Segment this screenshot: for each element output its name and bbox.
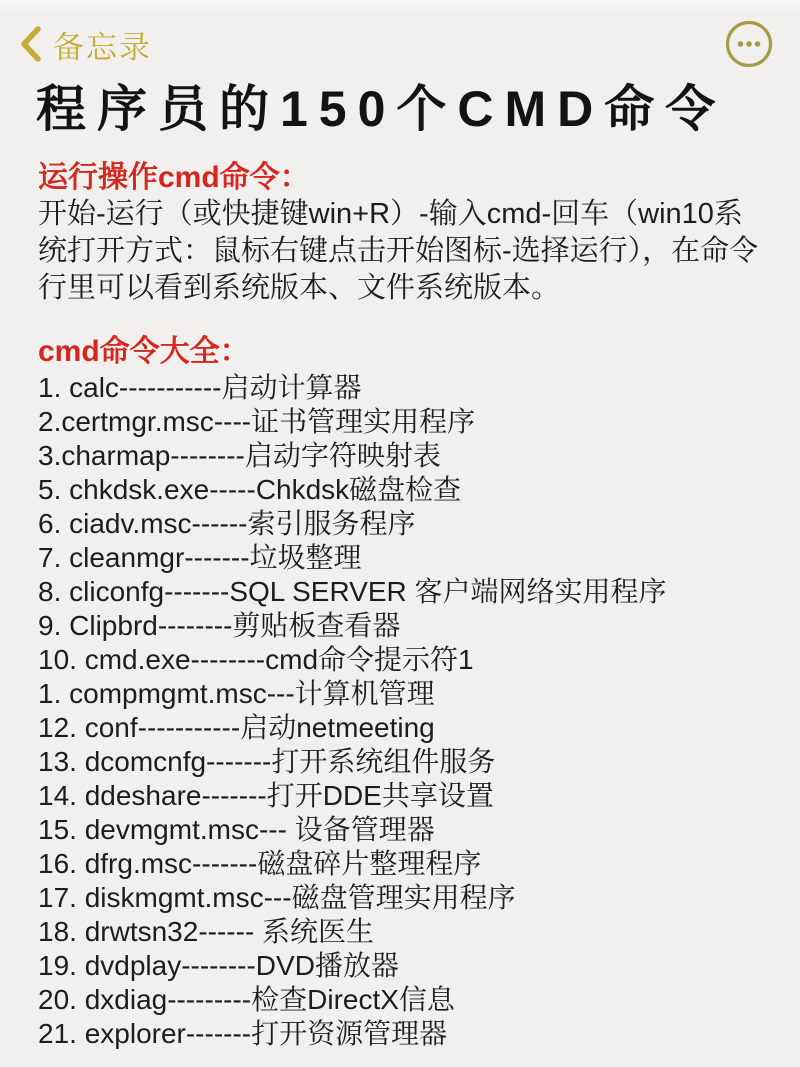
list-item: 21. explorer-------打开资源管理器 <box>38 1017 448 1049</box>
list-item: 15. devmgmt.msc--- 设备管理器 <box>38 813 435 845</box>
cmd-section-heading: cmd命令大全： <box>38 335 250 368</box>
list-item: 20. dxdiag---------检查DirectX信息 <box>38 983 455 1015</box>
list-item: 9. Clipbrd--------剪贴板查看器 <box>38 609 401 641</box>
nav-bar <box>0 0 800 68</box>
list-item: 16. dfrg.msc-------磁盘碎片整理程序 <box>38 847 482 879</box>
run-instructions-text: 开始-运行（或快捷键win+R）-输入cmd-回车（win10系统打开方式：鼠标右键点击开始图标-选择运行），在命令行里可以看到系统版本、文件系统版本。 <box>38 198 759 304</box>
list-item: 10. cmd.exe--------cmd命令提示符1 <box>38 643 474 675</box>
list-item: 12. conf-----------启动netmeeting <box>38 711 435 743</box>
ellipsis-circle-icon <box>724 19 774 69</box>
cmd-list <box>38 371 770 1051</box>
chevron-left-icon <box>18 25 43 63</box>
note-content[interactable] <box>0 81 800 1051</box>
list-item: 3.charmap--------启动字符映射表 <box>38 439 441 471</box>
list-item: 19. dvdplay--------DVD播放器 <box>38 949 399 981</box>
list-item: 13. dcomcnfg-------打开系统组件服务 <box>38 745 496 777</box>
more-button[interactable] <box>724 19 774 69</box>
list-item: 2.certmgr.msc----证书管理实用程序 <box>38 405 476 437</box>
list-item: 14. ddeshare-------打开DDE共享设置 <box>38 779 494 811</box>
list-item: 17. diskmgmt.msc---磁盘管理实用程序 <box>38 881 516 913</box>
run-section-heading: 运行操作cmd命令： <box>38 160 310 194</box>
list-item: 1. calc-----------启动计算器 <box>38 371 362 403</box>
list-item: 5. chkdsk.exe-----Chkdsk磁盘检查 <box>38 473 462 505</box>
list-item: 7. cleanmgr-------垃圾整理 <box>38 541 362 573</box>
list-item: 8. cliconfg-------SQL SERVER 客户端网络实用程序 <box>38 575 667 607</box>
list-item: 1. compmgmt.msc---计算机管理 <box>38 677 435 709</box>
back-label: 备忘录 <box>53 29 152 65</box>
note-title: 程序员的150个CMD命令 <box>36 81 727 137</box>
back-button[interactable] <box>18 22 152 67</box>
list-item: 6. ciadv.msc------索引服务程序 <box>38 507 416 539</box>
list-item: 18. drwtsn32------ 系统医生 <box>38 915 375 947</box>
